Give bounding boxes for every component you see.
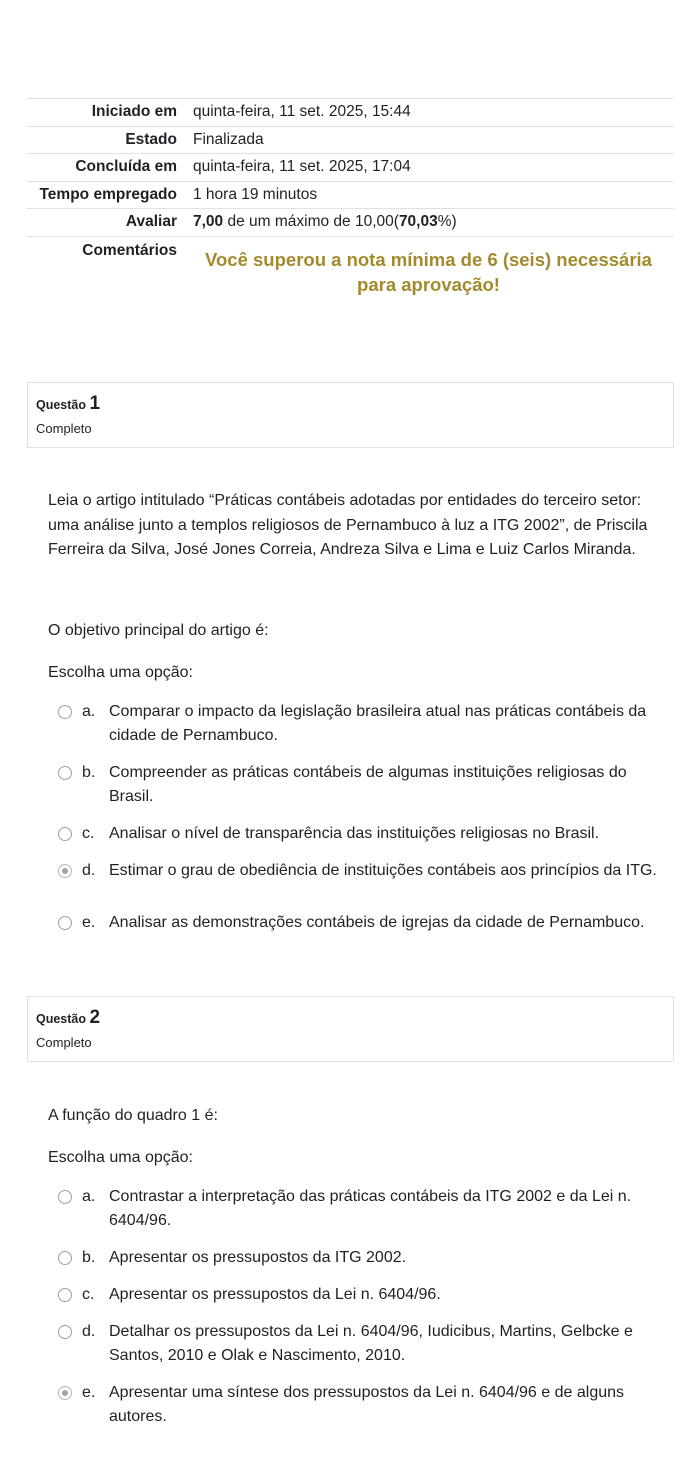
option-text: Analisar as demonstrações contábeis de igrejas da cidade de Pernambuco. xyxy=(109,914,645,931)
question-1-subtext: O objetivo principal do artigo é: xyxy=(48,622,269,639)
grade-value xyxy=(185,209,674,237)
option-text: Apresentar uma síntese dos pressupostos da Lei n. 6404/96 e de alguns autores. xyxy=(109,1384,625,1425)
attempt-summary-table xyxy=(27,98,674,316)
option-letter: e. xyxy=(82,1384,96,1401)
overall-feedback-message: Você superou a nota mínima de 6 (seis) necessária para aprovação! xyxy=(205,248,652,295)
summary-value: 1 hora 19 minutos xyxy=(185,181,674,209)
comments-value xyxy=(185,236,674,316)
option-text: Comparar o impacto da legislação brasileira atual nas práticas contábeis da cidade de Pernambuco. xyxy=(109,703,647,744)
summary-row-state xyxy=(27,126,674,154)
answer-option-selected[interactable] xyxy=(56,859,666,883)
radio-button[interactable] xyxy=(58,916,72,930)
answer-option[interactable] xyxy=(56,1320,666,1368)
radio-button[interactable] xyxy=(58,1190,72,1204)
question-state: Completo xyxy=(36,421,92,436)
answer-option[interactable] xyxy=(56,761,666,809)
option-letter: e. xyxy=(82,914,96,931)
answer-option[interactable] xyxy=(56,1185,666,1233)
option-letter: c. xyxy=(82,825,95,842)
radio-button[interactable] xyxy=(58,705,72,719)
option-text: Compreender as práticas contábeis de algumas instituições religiosas do Brasil. xyxy=(109,764,627,805)
question-2-prompt: Escolha uma opção: xyxy=(48,1149,193,1166)
question-state: Completo xyxy=(36,1035,92,1050)
radio-button[interactable] xyxy=(58,766,72,780)
question-number-value: 2 xyxy=(89,1007,101,1028)
option-letter: d. xyxy=(82,1323,96,1340)
grade-percent-suffix: %) xyxy=(437,213,457,231)
option-letter: d. xyxy=(82,862,96,879)
question-2-text: A função do quadro 1 é: xyxy=(48,1107,218,1124)
radio-button-checked[interactable] xyxy=(58,1386,72,1400)
radio-button[interactable] xyxy=(58,1251,72,1265)
answer-option[interactable] xyxy=(56,700,666,748)
summary-value: quinta-feira, 11 set. 2025, 17:04 xyxy=(185,154,674,182)
grade-max-text: de um máximo de 10,00( xyxy=(223,213,399,231)
question-number xyxy=(36,393,665,415)
summary-value: Finalizada xyxy=(185,126,674,154)
answer-option[interactable] xyxy=(56,911,666,935)
radio-button[interactable] xyxy=(58,1325,72,1339)
summary-value: quinta-feira, 11 set. 2025, 15:44 xyxy=(185,99,674,127)
option-text: Estimar o grau de obediência de instituições contábeis aos princípios da ITG. xyxy=(109,862,657,879)
grade-percent: 70,03 xyxy=(398,213,438,231)
summary-label: Avaliar xyxy=(27,209,185,237)
question-number-value: 1 xyxy=(89,393,101,414)
question-number xyxy=(36,1007,665,1029)
option-text: Apresentar os pressupostos da ITG 2002. xyxy=(109,1249,407,1266)
summary-row-grade xyxy=(27,209,674,237)
question-1-info xyxy=(27,382,674,448)
radio-button[interactable] xyxy=(58,827,72,841)
summary-label: Iniciado em xyxy=(27,99,185,127)
summary-label: Estado xyxy=(27,126,185,154)
question-word: Questão xyxy=(36,1012,90,1026)
radio-button[interactable] xyxy=(58,1288,72,1302)
radio-button-checked[interactable] xyxy=(58,864,72,878)
answer-option-selected[interactable] xyxy=(56,1381,666,1429)
option-letter: a. xyxy=(82,703,96,720)
summary-row-comments xyxy=(27,236,674,316)
grade-score: 7,00 xyxy=(193,213,224,231)
option-letter: c. xyxy=(82,1286,95,1303)
option-letter: b. xyxy=(82,1249,96,1266)
option-letter: b. xyxy=(82,764,96,781)
option-text: Analisar o nível de transparência das instituições religiosas no Brasil. xyxy=(109,825,600,842)
option-text: Detalhar os pressupostos da Lei n. 6404/96, Iudicibus, Martins, Gelbcke e Santos, 2010 e Olak e Nascimento, 2010. xyxy=(109,1323,633,1364)
question-1-prompt: Escolha uma opção: xyxy=(48,664,193,681)
option-text: Contrastar a interpretação das práticas contábeis da ITG 2002 e da Lei n. 6404/96. xyxy=(109,1188,632,1229)
summary-row-started xyxy=(27,99,674,127)
summary-label: Tempo empregado xyxy=(27,181,185,209)
answer-option[interactable] xyxy=(56,1246,666,1270)
option-text: Apresentar os pressupostos da Lei n. 6404/96. xyxy=(109,1286,441,1303)
answer-option[interactable] xyxy=(56,822,666,846)
summary-row-completed xyxy=(27,154,674,182)
summary-label: Comentários xyxy=(27,236,185,316)
question-1-text: Leia o artigo intitulado “Práticas contábeis adotadas por entidades do terceiro setor: uma análise junto a templos religiosos de Pernambuco à luz a ITG 2002”, de Priscila Ferreira da Silva, José Jones Correia, Andreza Silva e Lima e Luiz Carlos Miranda. xyxy=(48,492,648,558)
question-2-info xyxy=(27,996,674,1062)
answer-option[interactable] xyxy=(56,1283,666,1307)
summary-row-time-taken xyxy=(27,181,674,209)
summary-label: Concluída em xyxy=(27,154,185,182)
question-word: Questão xyxy=(36,398,90,412)
option-letter: a. xyxy=(82,1188,96,1205)
